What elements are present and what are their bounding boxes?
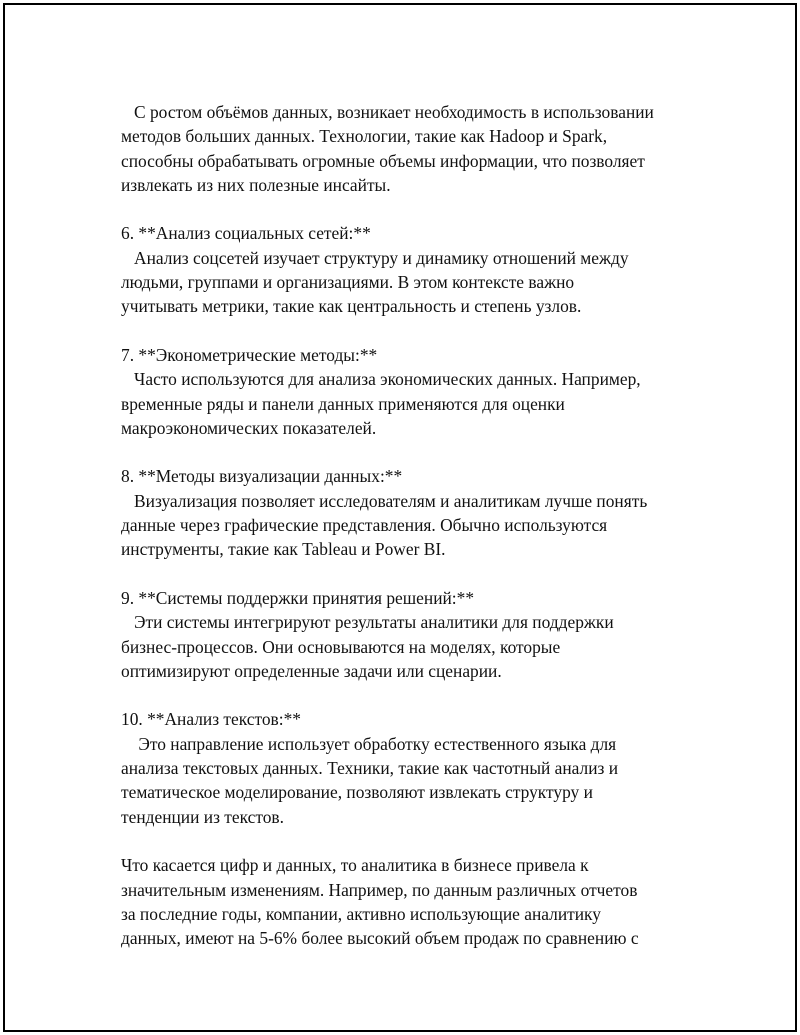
section-heading: 7. **Эконометрические методы:** <box>121 344 378 365</box>
section-visualization-methods <box>121 464 721 561</box>
section-decision-support-systems <box>121 586 721 683</box>
section-econometric-methods <box>121 343 721 440</box>
text-line: тенденции из текстов. <box>121 806 284 827</box>
text-line: Анализ соцсетей изучает структуру и динамику отношений между <box>121 247 629 268</box>
text-line: за последние годы, компании, активно использующие аналитику <box>121 903 601 924</box>
section-heading: 8. **Методы визуализации данных:** <box>121 466 403 487</box>
section-social-network-analysis <box>121 221 721 318</box>
document-page <box>3 3 797 1032</box>
intro-paragraph <box>121 100 721 197</box>
paragraph-gap <box>121 197 721 221</box>
text-line: инструменты, такие как Tableau и Power BI. <box>121 539 446 560</box>
document-body <box>121 100 721 950</box>
section-heading: 9. **Системы поддержки принятия решений:** <box>121 587 475 608</box>
text-line: Часто используются для анализа экономических данных. Например, <box>121 369 641 390</box>
text-line: способны обрабатывать огромные объемы информации, что позволяет <box>121 150 645 171</box>
paragraph-gap <box>121 319 721 343</box>
text-line: Эти системы интегрируют результаты аналитики для поддержки <box>121 612 614 633</box>
text-line: макроэкономических показателей. <box>121 417 377 438</box>
text-line: тематическое моделирование, позволяют извлекать структуру и <box>121 782 593 803</box>
text-line: оптимизируют определенные задачи или сценарии. <box>121 660 502 681</box>
paragraph-gap <box>121 683 721 707</box>
text-line: бизнес-процессов. Они основываются на моделях, которые <box>121 636 561 657</box>
text-line: людьми, группами и организациями. В этом контексте важно <box>121 272 575 293</box>
section-heading: 10. **Анализ текстов:** <box>121 709 301 730</box>
text-line: Это направление использует обработку естественного языка для <box>121 733 617 754</box>
text-line: значительным изменениям. Например, по данным различных отчетов <box>121 879 638 900</box>
text-line: Что касается цифр и данных, то аналитика в бизнесе привела к <box>121 855 589 876</box>
text-line: данных, имеют на 5-6% более высокий объем продаж по сравнению с <box>121 928 639 949</box>
text-line: методов больших данных. Технологии, такие как Hadoop и Spark, <box>121 126 608 147</box>
text-line: анализа текстовых данных. Техники, такие как частотный анализ и <box>121 758 619 779</box>
closing-paragraph <box>121 853 721 950</box>
text-line: С ростом объёмов данных, возникает необходимость в использовании <box>121 102 654 122</box>
section-text-analysis <box>121 707 721 828</box>
text-line: извлекать из них полезные инсайты. <box>121 174 391 195</box>
paragraph-gap <box>121 440 721 464</box>
paragraph-gap <box>121 562 721 586</box>
text-line: учитывать метрики, такие как центральность и степень узлов. <box>121 296 582 317</box>
section-heading: 6. **Анализ социальных сетей:** <box>121 223 371 244</box>
text-line: временные ряды и панели данных применяются для оценки <box>121 393 565 414</box>
paragraph-gap <box>121 829 721 853</box>
text-line: Визуализация позволяет исследователям и аналитикам лучше понять <box>121 490 648 511</box>
text-line: данные через графические представления. Обычно используются <box>121 515 608 536</box>
